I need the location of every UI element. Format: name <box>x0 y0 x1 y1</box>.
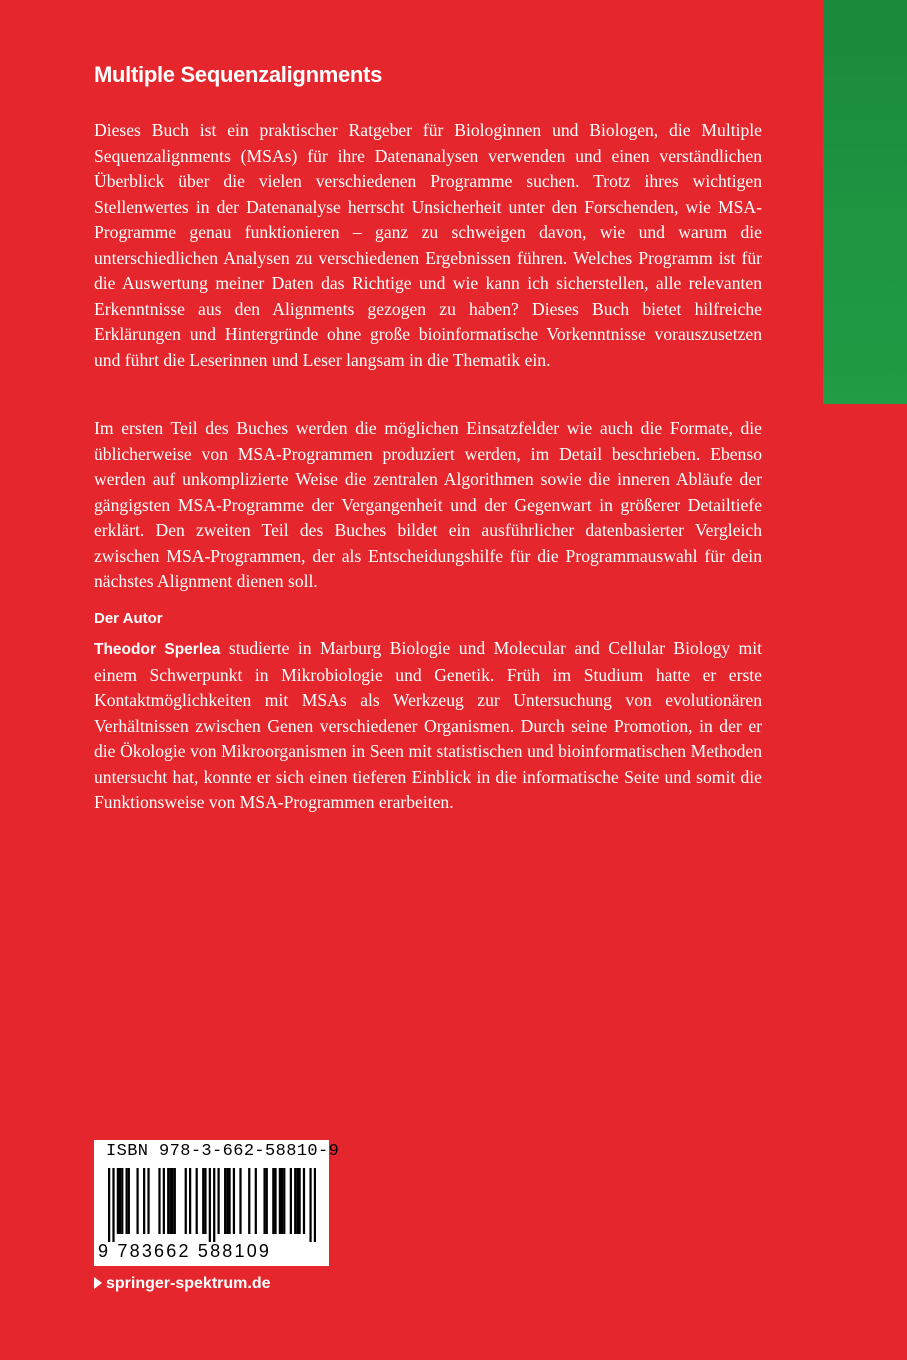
barcode-bar <box>266 1168 268 1234</box>
barcode-bar <box>228 1168 230 1234</box>
barcode-bar <box>147 1168 149 1234</box>
barcode-bar <box>108 1168 110 1242</box>
barcode-bar <box>272 1168 274 1234</box>
barcode-bar <box>204 1168 206 1234</box>
barcode-bar <box>248 1168 250 1234</box>
isbn-barcode-box <box>94 1140 340 1266</box>
barcode-bar <box>202 1168 204 1234</box>
barcode-bar <box>128 1168 130 1234</box>
barcode-bar <box>263 1168 265 1234</box>
description-paragraph-2: Im ersten Teil des Buches werden die möglichen Einsatzfelder wie auch die Formate, die üblicherweise von MSA-Programmen produziert werden, im Detail beschrieben. Ebenso werden auf unkomplizierte Weise die zentralen Algorithmen sowie die inneren Abläufe der gängigsten MSA-Programme der Vergangenheit und der Gegenwart in größerer Detailtiefe erklärt. Den zweiten Teil des Buches bildet ein ausführlicher datenbasierter Vergleich zwischen MSA-Programmen, der als Entscheidungshilfe für die Programmauswahl für dein nächstes Alignment dienen soll. <box>94 418 762 591</box>
barcode-bar <box>163 1168 165 1234</box>
barcode-bar <box>233 1168 235 1234</box>
author-bio: studierte in Marburg Biologie und Molecular and Cellular Biology mit einem Schwerpunkt in Mikrobiologie und Genetik. Früh im Studium hatte er erste Kontaktmöglichkeiten mit MSAs als Werkzeug zur Untersuchung von evolutionären Verhältnissen zwischen Genen verschiedener Organismen. Durch seine Promotion, in der er die Ökologie von Mikroorganismen in Seen mit statistischen und bioinformatischen Methoden untersucht hat, konnte er sich einen tieferen Einblick in die informatische Seite und somit die Funktionsweise von MSA-Programmen erarbeiten. <box>94 638 763 812</box>
author-paragraph <box>94 636 762 816</box>
barcode-bar <box>189 1168 191 1234</box>
barcode-bar <box>209 1168 211 1242</box>
book-title: Multiple Sequenzalignments <box>94 62 383 87</box>
barcode-bar <box>224 1168 226 1234</box>
barcode-bar <box>143 1168 145 1234</box>
author-heading: Der Autor <box>94 610 163 627</box>
barcode-bar <box>196 1168 198 1234</box>
barcode-bar <box>309 1168 311 1242</box>
barcode-bar <box>112 1168 114 1242</box>
barcode-bar <box>167 1168 169 1234</box>
barcode-bar <box>174 1168 176 1234</box>
publisher-url: springer-spektrum.de <box>106 1275 271 1292</box>
barcode-bar <box>169 1168 171 1234</box>
barcode-bar <box>121 1168 123 1234</box>
barcode-bar <box>314 1168 316 1242</box>
barcode-bar <box>298 1168 300 1234</box>
barcode-bar <box>226 1168 228 1234</box>
author-name: Theodor Sperlea <box>94 641 221 658</box>
barcode-bar <box>290 1168 292 1234</box>
barcode-bar <box>294 1168 296 1234</box>
barcode-bar <box>126 1168 128 1234</box>
barcode-bar <box>117 1168 119 1234</box>
barcode-bar <box>296 1168 298 1234</box>
barcode-bar <box>185 1168 187 1234</box>
barcode-bar <box>303 1168 305 1234</box>
green-accent-band <box>823 0 907 404</box>
barcode-bar <box>158 1168 160 1234</box>
barcode-number: 9 783662 588109 <box>98 1241 272 1261</box>
barcode-bar <box>136 1168 138 1234</box>
barcode-bar <box>274 1168 276 1234</box>
barcode-bar <box>171 1168 173 1234</box>
barcode-bar <box>119 1168 121 1234</box>
barcode-bar <box>213 1168 215 1242</box>
barcode-bar <box>217 1168 219 1234</box>
barcode-icon <box>108 1168 316 1242</box>
barcode-bar <box>283 1168 285 1234</box>
barcode-bar <box>255 1168 257 1234</box>
barcode-bar <box>279 1168 281 1234</box>
publisher-link[interactable] <box>94 1275 270 1293</box>
description-paragraph-1: Dieses Buch ist ein praktischer Ratgeber für Biologinnen und Biologen, die Multiple Sequenzalignments (MSAs) für ihre Datenanalysen verwenden und einen verständlichen Überblick über die vielen verschiedenen Programme suchen. Trotz ihres wichtigen Stellenwertes in der Datenanalyse herrscht Unsicherheit unter den Forschenden, wie MSA-Programme genau funktionieren – ganz zu schweigen davon, wie und warum die unterschiedlichen Analysen zu verschiedenen Ergebnissen führen. Welches Programm ist für die Auswertung meiner Daten das Richtige und wie kann ich sicherstellen, alle relevanten Erkenntnisse aus den Alignments gezogen zu haben? Dieses Buch bietet hilfreiche Erklärungen und Hintergründe ohne große bioinformatische Vorkenntnisse vorauszusetzen und führt die Leserinnen und Leser langsam in die Thematik ein. <box>94 120 762 370</box>
isbn-label: ISBN 978-3-662-58810-9 <box>106 1142 340 1161</box>
arrow-right-icon <box>94 1277 102 1289</box>
barcode-bar <box>281 1168 283 1234</box>
barcode-bar <box>239 1168 241 1234</box>
